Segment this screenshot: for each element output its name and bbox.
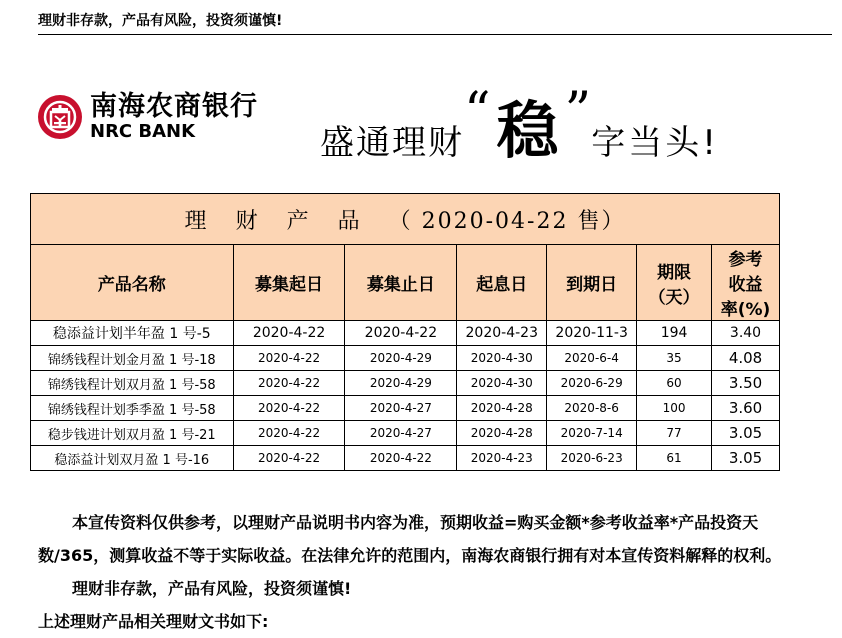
- cell-rate: 3.50: [712, 371, 780, 396]
- risk-warning-repeat: 理财非存款，产品有风险，投资须谨慎!: [72, 579, 352, 598]
- cell-name: 稳步钱进计划双月盈 1 号-21: [31, 421, 234, 446]
- cell-maturity: 2020-8-6: [547, 396, 637, 421]
- disclaimer-text: 本宣传资料仅供参考，以理财产品说明书内容为准，预期收益=购买金额*参考收益率*产品投资天数/365，测算收益不等于实际收益。在法律允许的范围内，南海农商银行拥有对本宣传资料解释的权利。: [38, 513, 782, 565]
- rate-header-line: 参考: [728, 250, 763, 270]
- cell-maturity: 2020-11-3: [547, 321, 637, 346]
- cell-raise-end: 2020-4-29: [345, 371, 457, 396]
- cell-raise-start: 2020-4-22: [233, 371, 345, 396]
- cell-term: 100: [637, 396, 712, 421]
- cell-maturity: 2020-6-4: [547, 346, 637, 371]
- cell-term: 194: [637, 321, 712, 346]
- col-header-raise-end: 募集止日: [345, 245, 457, 321]
- cell-raise-start: 2020-4-22: [233, 396, 345, 421]
- cell-name: 锦绣钱程计划双月盈 1 号-58: [31, 371, 234, 396]
- table-title-row: [31, 194, 780, 245]
- cell-raise-start: 2020-4-22: [233, 321, 345, 346]
- cell-rate: 3.40: [712, 321, 780, 346]
- cell-raise-end: 2020-4-27: [345, 421, 457, 446]
- cell-maturity: 2020-6-23: [547, 446, 637, 471]
- bank-name-en: NRC BANK: [90, 121, 196, 142]
- col-header-rate: [712, 245, 780, 321]
- table-title: [31, 194, 780, 245]
- cell-term: 35: [637, 346, 712, 371]
- cell-value-date: 2020-4-23: [457, 446, 547, 471]
- col-header-raise-start: 募集起日: [233, 245, 345, 321]
- cell-rate: 3.05: [712, 446, 780, 471]
- term-header-line: （天）: [648, 287, 700, 308]
- risk-warning-header: 理财非存款，产品有风险，投资须谨慎!: [38, 13, 283, 29]
- title-word: 理: [184, 208, 209, 234]
- bank-logo: [38, 92, 258, 142]
- bank-emblem-icon: [38, 95, 82, 139]
- term-header-line: 期限: [657, 262, 692, 283]
- cell-name: 锦绣钱程计划金月盈 1 号-18: [31, 346, 234, 371]
- cell-value-date: 2020-4-30: [457, 346, 547, 371]
- table-row: [31, 321, 780, 346]
- cell-rate: 3.60: [712, 396, 780, 421]
- table-row: [31, 396, 780, 421]
- rate-header-line: 收益: [728, 275, 763, 295]
- table-body: [31, 321, 780, 471]
- col-header-name: 产品名称: [31, 245, 234, 321]
- title-date: （ 2020-04-22 售）: [388, 208, 626, 234]
- cell-raise-start: 2020-4-22: [233, 346, 345, 371]
- bank-name-cn: 南海农商银行: [90, 91, 258, 122]
- cell-raise-end: 2020-4-22: [345, 446, 457, 471]
- cell-raise-end: 2020-4-27: [345, 396, 457, 421]
- title-word: 财: [235, 208, 260, 234]
- table-header-row: [31, 245, 780, 321]
- cell-term: 61: [637, 446, 712, 471]
- header-rule: [38, 34, 832, 35]
- cell-raise-end: 2020-4-29: [345, 346, 457, 371]
- table-row: [31, 346, 780, 371]
- cell-rate: 4.08: [712, 346, 780, 371]
- cell-maturity: 2020-6-29: [547, 371, 637, 396]
- slogan-open-quote: “: [464, 82, 491, 142]
- cell-name: 锦绣钱程计划季季盈 1 号-58: [31, 396, 234, 421]
- title-word: 品: [337, 208, 362, 234]
- col-header-maturity: 到期日: [547, 245, 637, 321]
- slogan-part-1: 盛通理财: [320, 123, 464, 163]
- cell-value-date: 2020-4-30: [457, 371, 547, 396]
- cell-raise-start: 2020-4-22: [233, 421, 345, 446]
- cell-raise-end: 2020-4-22: [345, 321, 457, 346]
- product-table: [30, 193, 780, 471]
- slogan-close-quote: ”: [564, 82, 592, 142]
- slogan-part-2: 字当头!: [591, 123, 719, 163]
- cell-value-date: 2020-4-28: [457, 421, 547, 446]
- cell-value-date: 2020-4-23: [457, 321, 547, 346]
- rate-header-line: 率(%): [720, 300, 771, 320]
- slogan-key-char: 稳: [496, 94, 559, 167]
- cell-term: 77: [637, 421, 712, 446]
- cell-name: 稳添益计划双月盈 1 号-16: [31, 446, 234, 471]
- col-header-value-date: 起息日: [457, 245, 547, 321]
- table-row: [31, 371, 780, 396]
- table-row: [31, 421, 780, 446]
- related-docs-intro: 上述理财产品相关理财文书如下:: [38, 612, 269, 631]
- cell-value-date: 2020-4-28: [457, 396, 547, 421]
- cell-name: 稳添益计划半年盈 1 号-5: [31, 321, 234, 346]
- title-word: 产: [286, 208, 311, 234]
- cell-rate: 3.05: [712, 421, 780, 446]
- slogan: [320, 82, 719, 170]
- cell-maturity: 2020-7-14: [547, 421, 637, 446]
- table-row: [31, 446, 780, 471]
- cell-raise-start: 2020-4-22: [233, 446, 345, 471]
- cell-term: 60: [637, 371, 712, 396]
- col-header-term: [637, 245, 712, 321]
